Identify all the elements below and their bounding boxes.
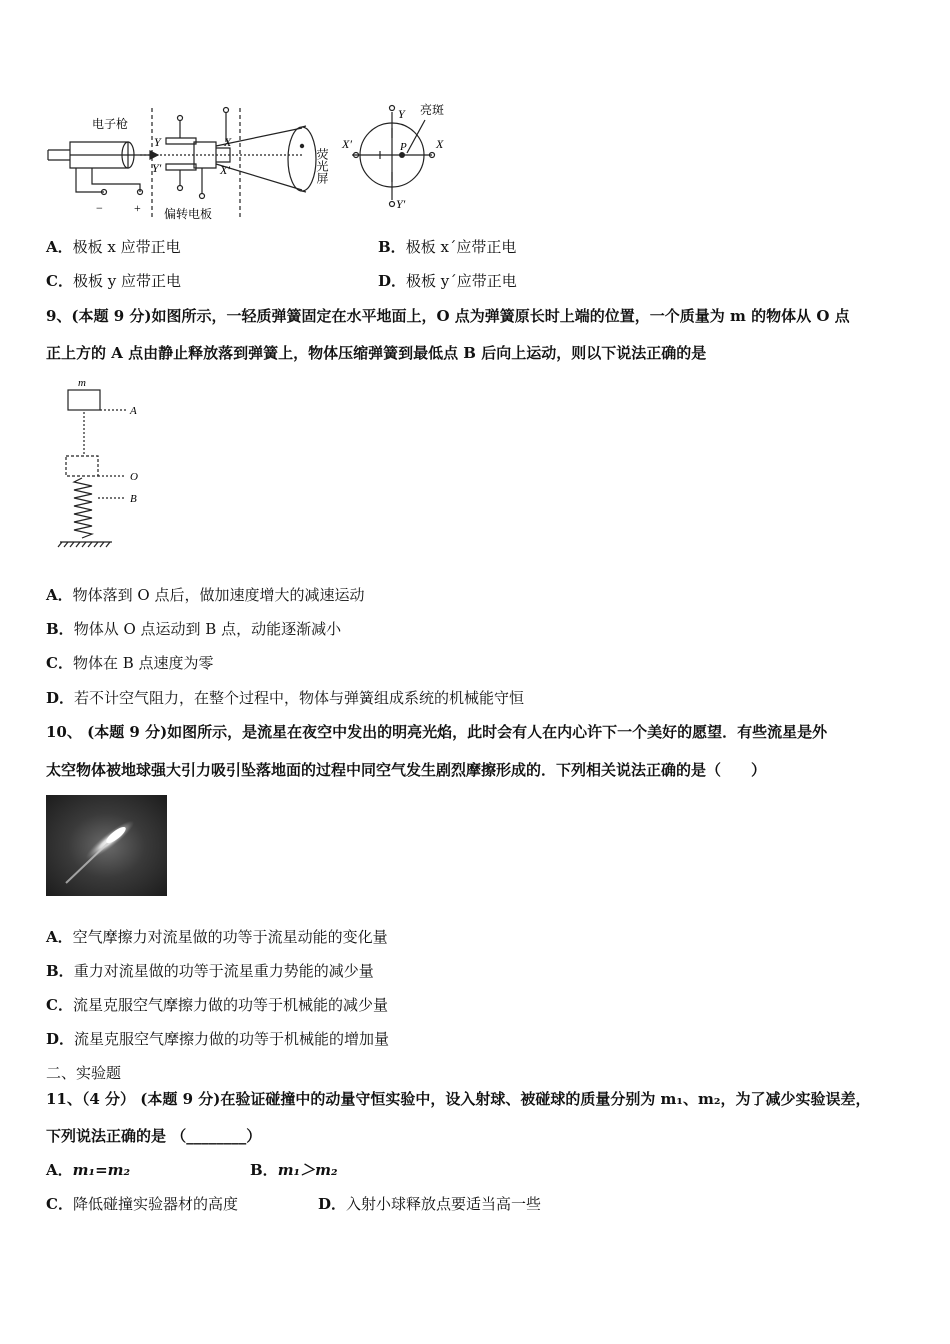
deflect-label: 偏转电板 bbox=[164, 207, 213, 221]
q8-option-d: D．极板 y´应带正电 bbox=[378, 272, 517, 290]
q10-option-c: C．流星克服空气摩擦力做的功等于机械能的减少量 bbox=[46, 996, 388, 1014]
q9-option-b: B．物体从 O 点运动到 B 点，动能逐渐减小 bbox=[46, 620, 342, 638]
q11-option-b: B．m₁＞m₂ bbox=[250, 1161, 338, 1179]
point-b-label: B bbox=[130, 493, 137, 505]
y-plate-label: Y bbox=[154, 135, 161, 149]
screen-yp-label: Y′ bbox=[396, 197, 406, 211]
q9-stem-line1: 9、(本题 9 分)如图所示，一轻质弹簧固定在水平地面上，O 点为弹簧原长时上端的位置，一个质量为 m 的物体从 O 点 bbox=[46, 307, 850, 325]
spring-diagram bbox=[56, 376, 166, 548]
q9-option-d: D．若不计空气阻力，在整个过程中，物体与弹簧组成系统的机械能守恒 bbox=[46, 689, 525, 707]
q9-option-a: A．物体落到 O 点后，做加速度增大的减速运动 bbox=[46, 586, 365, 604]
screen-p-label: P bbox=[400, 141, 407, 153]
mass-label: m bbox=[78, 377, 86, 389]
q8-option-b: B．极板 x´应带正电 bbox=[378, 238, 517, 256]
plus-label: + bbox=[134, 201, 141, 215]
screen-y-label: Y bbox=[398, 107, 405, 121]
q10-option-b: B．重力对流星做的功等于流星重力势能的减少量 bbox=[46, 962, 374, 980]
minus-label: − bbox=[96, 201, 103, 215]
point-o-label: O bbox=[130, 471, 138, 483]
q11-option-a: A．m₁=m₂ bbox=[46, 1161, 131, 1179]
q11-stem-line1: 11、（4 分） (本题 9 分)在验证碰撞中的动量守恒实验中，设入射球、被碰球的质量分别为 m₁、m₂，为了减少实验误差， bbox=[46, 1090, 871, 1108]
q8-option-c: C．极板 y 应带正电 bbox=[46, 272, 181, 290]
screen-label: 荧光屏 bbox=[315, 148, 329, 184]
q11-option-d: D．入射小球释放点要适当高一些 bbox=[318, 1195, 542, 1213]
screen-xp-label: X′ bbox=[342, 137, 352, 151]
point-a-label: A bbox=[130, 405, 137, 417]
crt-diagram bbox=[40, 98, 480, 228]
q9-option-c: C．物体在 B 点速度为零 bbox=[46, 654, 214, 672]
screen-x-label: X bbox=[436, 137, 444, 151]
meteor-photo bbox=[46, 795, 167, 896]
xp-plate-label: X′ bbox=[220, 163, 230, 177]
q10-stem-line1: 10、 (本题 9 分)如图所示，是流星在夜空中发出的明亮光焰，此时会有人在内心许下一个美好的愿望．有些流星是外 bbox=[46, 723, 828, 741]
spot-label: 亮斑 bbox=[420, 103, 445, 117]
x-plate-label: X bbox=[224, 135, 232, 149]
section-title: 二、实验题 bbox=[46, 1064, 122, 1082]
q10-option-a: A．空气摩擦力对流星做的功等于流星动能的变化量 bbox=[46, 928, 388, 946]
q9-stem-line2: 正上方的 A 点由静止释放落到弹簧上，物体压缩弹簧到最低点 B 后向上运动，则以下说法正确的是 bbox=[46, 344, 707, 362]
q10-option-d: D．流星克服空气摩擦力做的功等于机械能的增加量 bbox=[46, 1030, 390, 1048]
q10-stem-line2: 太空物体被地球强大引力吸引坠落地面的过程中同空气发生剧烈摩擦形成的．下列相关说法正确的是（ ） bbox=[46, 761, 767, 779]
q11-stem-line2: 下列说法正确的是 （________） bbox=[46, 1127, 262, 1145]
q11-option-c: C．降低碰撞实验器材的高度 bbox=[46, 1195, 238, 1213]
yp-plate-label: Y′ bbox=[152, 161, 162, 175]
q8-option-a: A．极板 x 应带正电 bbox=[46, 238, 181, 256]
gun-label: 电子枪 bbox=[92, 117, 129, 131]
